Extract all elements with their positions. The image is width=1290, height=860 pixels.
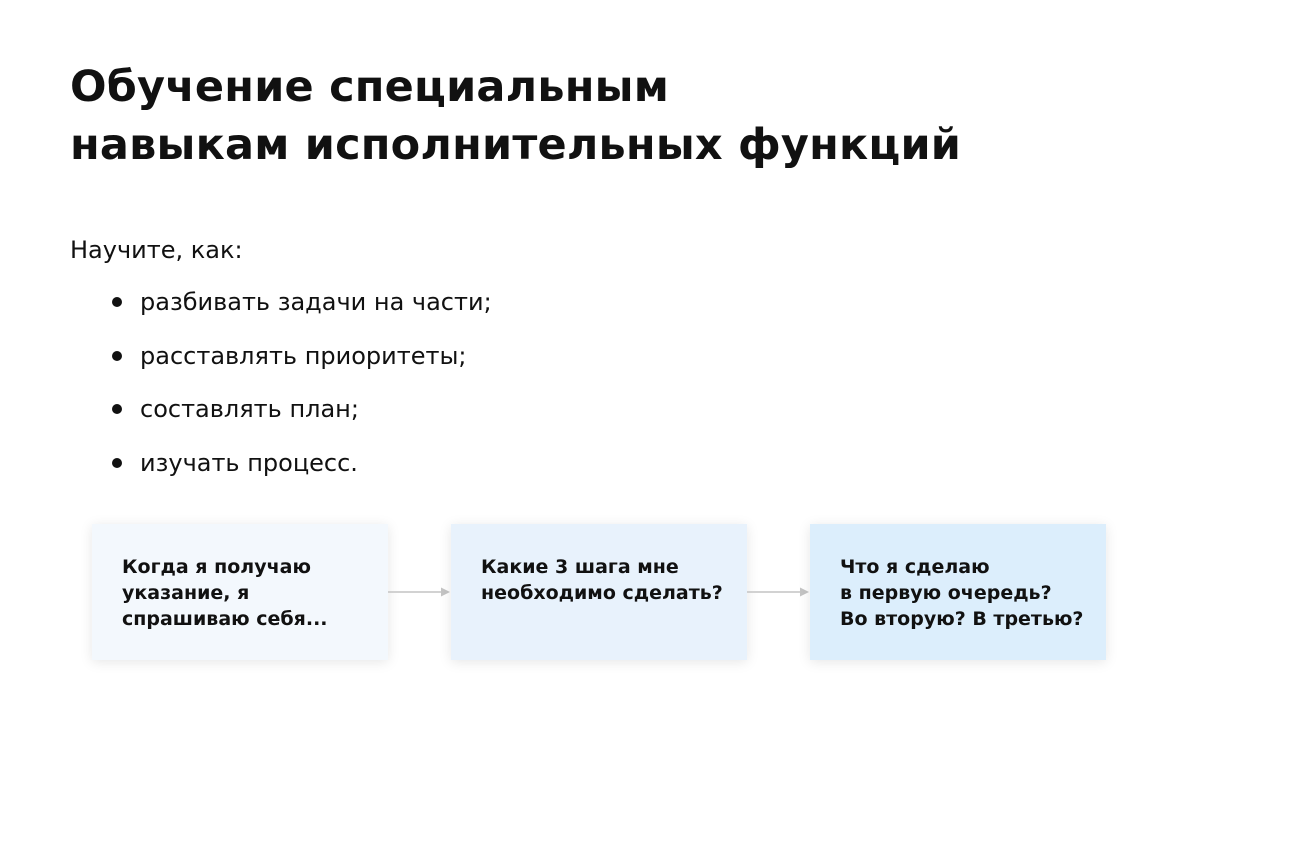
page-title — [70, 58, 961, 174]
step-card-text: Что я сделаю в первую очередь? Во вторую? В третью? — [840, 556, 1084, 630]
step-card-text: Какие 3 шага мне необходимо сделать? — [481, 556, 723, 604]
bullet-item — [110, 286, 492, 318]
step-card-1 — [92, 524, 388, 660]
title-line-2: навыкам исполнительных функций — [70, 120, 962, 170]
arrow-right-icon — [747, 586, 810, 598]
title-line-1: Обучение специальным — [70, 62, 670, 112]
bullet-dot-icon — [112, 404, 122, 414]
bullet-dot-icon — [112, 297, 122, 307]
step-card-3 — [810, 524, 1106, 660]
bullet-text: расставлять приоритеты; — [140, 341, 467, 370]
bullet-list — [110, 286, 492, 500]
bullet-item — [110, 393, 492, 425]
arrow-right-icon — [388, 586, 451, 598]
bullet-text: составлять план; — [140, 395, 359, 423]
bullet-item — [110, 447, 492, 479]
bullet-item — [110, 340, 492, 372]
bullet-dot-icon — [112, 351, 122, 361]
bullet-dot-icon — [112, 458, 122, 468]
step-card-2 — [451, 524, 747, 660]
intro-text: Научите, как: — [70, 236, 243, 264]
bullet-text: изучать процесс. — [140, 448, 358, 477]
bullet-text: разбивать задачи на части; — [140, 288, 492, 316]
step-card-text: Когда я получаю указание, я спрашиваю себя... — [122, 556, 328, 630]
